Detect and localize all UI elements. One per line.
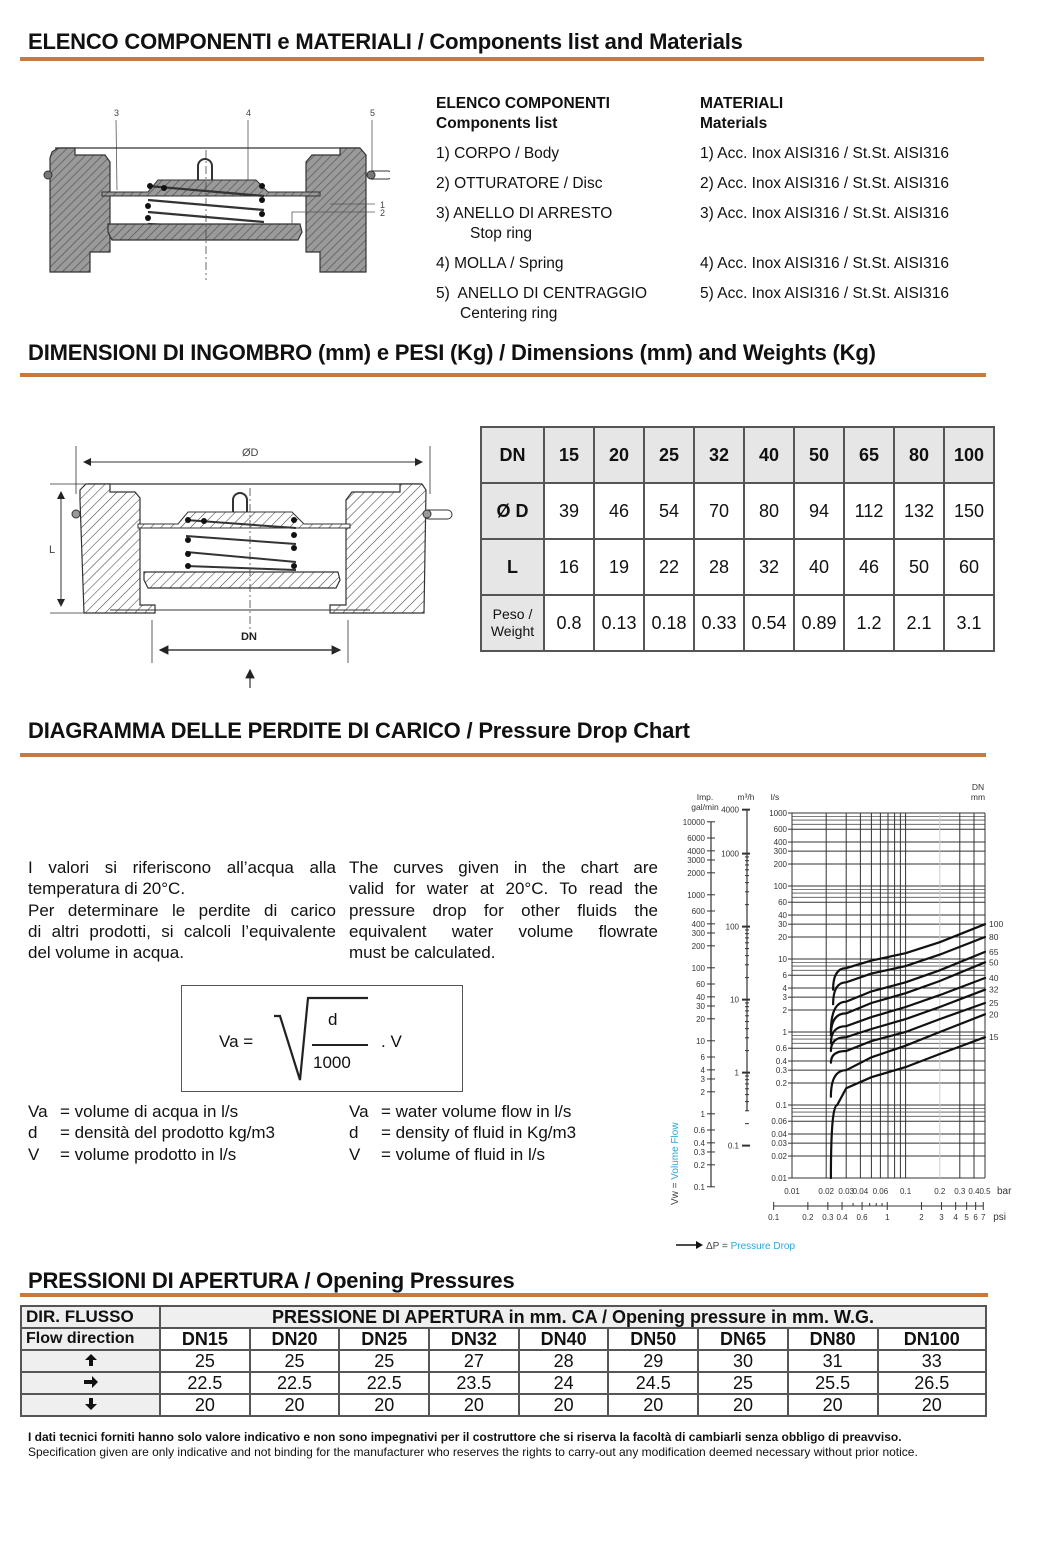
svg-text:0.2: 0.2 [775, 1079, 787, 1089]
callout-1: 1 [380, 200, 386, 210]
svg-text:0.1: 0.1 [768, 1213, 780, 1222]
component-sublabel: Stop ring [470, 225, 533, 242]
dir-header: DIR. FLUSSO [21, 1306, 160, 1328]
table-cell: 28 [694, 539, 744, 595]
svg-text:100: 100 [725, 922, 739, 932]
table-row [481, 539, 994, 595]
table-cell: 25 [698, 1372, 788, 1394]
svg-text:0.1: 0.1 [693, 1182, 705, 1192]
table-cell: 20 [429, 1394, 519, 1416]
row-header: L [481, 539, 544, 595]
table-row [21, 1372, 986, 1394]
svg-text:ΔP = Pressure Drop: ΔP = Pressure Drop [706, 1241, 796, 1252]
svg-text:0.6: 0.6 [775, 1044, 787, 1054]
table-cell: 20 [519, 1394, 609, 1416]
svg-text:0.03: 0.03 [838, 1187, 854, 1196]
svg-text:Imp.: Imp. [696, 792, 714, 802]
svg-text:0.02: 0.02 [818, 1187, 834, 1196]
label-l: L [49, 544, 56, 556]
pressure-drop-chart [660, 780, 1058, 1260]
text-line: The curves given in the chart are [349, 858, 658, 877]
valve-section-drawing [30, 100, 390, 280]
materials-header: MATERIALI [700, 95, 784, 112]
table-row [21, 1350, 986, 1372]
table-cell: 20 [250, 1394, 340, 1416]
table-cell: 0.8 [544, 595, 594, 651]
section-rule [20, 373, 986, 377]
table-cell: 25.5 [788, 1372, 878, 1394]
table-cell: 20 [878, 1394, 987, 1416]
table-cell: 46 [844, 539, 894, 595]
def-key: Va [28, 1102, 48, 1121]
svg-text:100: 100 [989, 919, 1004, 930]
component-label: 3) ANELLO DI ARRESTO [436, 205, 613, 222]
text-line: del volume in acqua. [28, 943, 184, 963]
def-value: = volume prodotto in l/s [60, 1144, 237, 1164]
svg-text:0.2: 0.2 [934, 1187, 946, 1196]
svg-text:0.1: 0.1 [775, 1101, 787, 1110]
svg-text:40: 40 [778, 911, 787, 921]
text-line: di altri prodotti, si calcoli l’equivalente [28, 921, 336, 941]
table-cell: 28 [519, 1350, 609, 1372]
svg-text:DN: DN [971, 782, 985, 792]
section-title-dimensions: DIMENSIONI DI INGOMBRO (mm) e PESI (Kg) / Dimensions (mm) and Weights (Kg) [28, 340, 876, 365]
def-value: = water volume flow in l/s [381, 1102, 572, 1121]
table-cell: 0.13 [594, 595, 644, 651]
svg-text:4: 4 [700, 1065, 705, 1075]
section-title-components: ELENCO COMPONENTI e MATERIALI / Components list and Materials [28, 29, 743, 54]
svg-text:gal/min: gal/min [691, 802, 719, 812]
svg-text:1000: 1000 [769, 809, 787, 818]
svg-text:0.4: 0.4 [693, 1138, 705, 1148]
table-cell: 16 [544, 539, 594, 595]
material-item: 5) Acc. Inox AISI316 / St.St. AISI316 [700, 285, 950, 302]
table-cell: 27 [429, 1350, 519, 1372]
table-cell: 20 [339, 1394, 429, 1416]
svg-text:4000: 4000 [721, 805, 739, 815]
svg-text:10000: 10000 [682, 817, 705, 827]
svg-text:0.6: 0.6 [693, 1125, 705, 1135]
formula-denominator: 1000 [313, 1053, 351, 1072]
table-cell: 22.5 [339, 1372, 429, 1394]
svg-text:0.1: 0.1 [900, 1187, 912, 1196]
table-cell: 32 [744, 539, 794, 595]
svg-text:l/s: l/s [770, 792, 780, 802]
table-cell: 39 [544, 483, 594, 539]
svg-text:2: 2 [919, 1213, 924, 1222]
svg-text:60: 60 [778, 898, 787, 908]
col-header: DN100 [878, 1328, 987, 1350]
section-rule [20, 753, 986, 757]
table-row [21, 1328, 986, 1350]
formula-lhs: Va = [219, 1032, 254, 1051]
text-line: equivalent water volume flowrate [349, 921, 658, 941]
svg-text:bar: bar [997, 1186, 1012, 1197]
svg-text:20: 20 [778, 933, 787, 943]
dimensions-table [480, 426, 995, 652]
table-cell: 26.5 [878, 1372, 987, 1394]
table-cell: 40 [794, 539, 844, 595]
svg-text:300: 300 [691, 928, 705, 938]
svg-text:6: 6 [700, 1052, 705, 1062]
dir-header-en: Flow direction [21, 1328, 160, 1350]
svg-text:10: 10 [696, 1036, 705, 1046]
callout-3: 3 [114, 108, 120, 118]
col-header: DN80 [788, 1328, 878, 1350]
def-value: = volume di acqua in l/s [60, 1102, 239, 1121]
svg-text:Vw = Volume Flow: Vw = Volume Flow [670, 1122, 681, 1205]
table-cell: 20 [788, 1394, 878, 1416]
svg-text:0.01: 0.01 [784, 1187, 800, 1196]
col-header: DN32 [429, 1328, 519, 1350]
table-cell: 30 [698, 1350, 788, 1372]
disclaimer-en: Specification given are only indicative and not binding for the manufacturer who reserves the rights to carry-out any modification deemed necessary without prior notice. [28, 1445, 918, 1459]
svg-text:m³/h: m³/h [737, 792, 755, 802]
svg-text:3: 3 [939, 1213, 944, 1222]
table-cell: 2.1 [894, 595, 944, 651]
svg-text:40: 40 [696, 992, 705, 1002]
svg-text:0.01: 0.01 [771, 1174, 787, 1183]
table-cell: 22.5 [250, 1372, 340, 1394]
arrow-down-icon [21, 1394, 160, 1416]
table-cell: 0.18 [644, 595, 694, 651]
table-row [481, 427, 994, 483]
component-item [436, 204, 696, 244]
definition-row [349, 1122, 576, 1143]
table-cell: 29 [608, 1350, 698, 1372]
component-item: 1) CORPO / Body [436, 145, 560, 162]
svg-text:4: 4 [782, 984, 787, 994]
svg-text:80: 80 [989, 932, 999, 943]
opening-pressure-table [20, 1305, 987, 1417]
svg-text:1: 1 [734, 1068, 739, 1078]
col-header: 15 [544, 427, 594, 483]
text-line: Per determinare le perdite di carico [28, 900, 336, 920]
dimension-drawing [40, 440, 470, 690]
svg-text:3000: 3000 [687, 855, 705, 865]
table-cell: 60 [944, 539, 994, 595]
table-row [21, 1394, 986, 1416]
svg-text:300: 300 [773, 847, 787, 857]
formula-box [181, 985, 463, 1092]
svg-text:2000: 2000 [687, 868, 705, 878]
table-cell: 25 [250, 1350, 340, 1372]
svg-text:0.3: 0.3 [693, 1147, 705, 1157]
col-header: DN65 [698, 1328, 788, 1350]
def-value: = density of fluid in Kg/m3 [381, 1123, 577, 1143]
col-header: 32 [694, 427, 744, 483]
svg-text:6: 6 [782, 971, 787, 981]
text-line: must be calculated. [349, 943, 496, 963]
col-header: DN40 [519, 1328, 609, 1350]
group-header: PRESSIONE DI APERTURA in mm. CA / Opening pressure in mm. W.G. [160, 1306, 986, 1328]
svg-text:600: 600 [691, 906, 705, 916]
svg-text:100: 100 [691, 963, 705, 973]
svg-text:0.06: 0.06 [872, 1187, 889, 1196]
svg-text:25: 25 [989, 997, 999, 1008]
material-item: 4) Acc. Inox AISI316 / St.St. AISI316 [700, 255, 950, 272]
material-item: 3) Acc. Inox AISI316 / St.St. AISI316 [700, 205, 950, 222]
formula-tail: . V [381, 1032, 402, 1051]
section-title-pressure-drop: DIAGRAMMA DELLE PERDITE DI CARICO / Pressure Drop Chart [28, 718, 690, 743]
svg-text:2: 2 [700, 1087, 705, 1097]
table-cell: 132 [894, 483, 944, 539]
svg-text:1000: 1000 [721, 849, 739, 859]
table-cell: 112 [844, 483, 894, 539]
def-value: = volume of fluid in l/s [381, 1144, 545, 1164]
def-value: = densità del prodotto kg/m3 [60, 1123, 275, 1143]
svg-text:3: 3 [700, 1074, 705, 1084]
svg-text:1: 1 [700, 1109, 705, 1119]
table-cell: 20 [608, 1394, 698, 1416]
paragraph-en [349, 857, 658, 963]
svg-text:200: 200 [773, 860, 787, 870]
table-cell: 25 [160, 1350, 250, 1372]
table-cell: 22 [644, 539, 694, 595]
component-sublabel: Centering ring [460, 305, 558, 322]
svg-text:7: 7 [981, 1213, 986, 1222]
svg-text:0.5: 0.5 [979, 1187, 991, 1196]
svg-text:40: 40 [989, 972, 999, 983]
svg-text:psi: psi [993, 1212, 1007, 1223]
table-cell: 31 [788, 1350, 878, 1372]
col-header: 20 [594, 427, 644, 483]
svg-text:50: 50 [989, 957, 999, 968]
svg-text:1: 1 [782, 1028, 787, 1037]
definition-row [349, 1101, 576, 1122]
table-cell: 20 [698, 1394, 788, 1416]
svg-text:0.3: 0.3 [775, 1066, 787, 1076]
definitions-it [28, 1101, 275, 1165]
def-key: d [28, 1123, 38, 1143]
callout-5: 5 [370, 108, 376, 118]
col-header: DN25 [339, 1328, 429, 1350]
svg-text:0.06: 0.06 [771, 1117, 787, 1127]
col-header: 100 [944, 427, 994, 483]
weight-label-en: Weight [490, 623, 535, 639]
table-cell: 24.5 [608, 1372, 698, 1394]
components-header: ELENCO COMPONENTI [436, 95, 610, 112]
table-cell: 22.5 [160, 1372, 250, 1394]
text-line: pressure drop for other fluids the [349, 900, 658, 920]
svg-text:200: 200 [691, 941, 705, 951]
svg-text:0.03: 0.03 [771, 1139, 787, 1149]
svg-text:0.2: 0.2 [802, 1213, 814, 1222]
svg-text:20: 20 [696, 1014, 705, 1024]
row-header [481, 595, 544, 651]
arrow-up-icon [21, 1350, 160, 1372]
component-item [436, 284, 696, 324]
svg-text:15: 15 [989, 1032, 999, 1043]
formula-numerator: d [328, 1010, 338, 1029]
svg-text:400: 400 [691, 919, 705, 929]
svg-text:30: 30 [696, 1001, 705, 1011]
svg-text:0.4: 0.4 [836, 1213, 848, 1222]
table-cell: 54 [644, 483, 694, 539]
table-row [21, 1306, 986, 1328]
materials-header-en: Materials [700, 115, 768, 132]
svg-text:100: 100 [773, 882, 787, 891]
svg-text:3: 3 [782, 993, 787, 1003]
table-cell: 50 [894, 539, 944, 595]
callout-4: 4 [246, 108, 252, 118]
col-header: DN50 [608, 1328, 698, 1350]
table-cell: 25 [339, 1350, 429, 1372]
component-item: 4) MOLLA / Spring [436, 255, 564, 272]
table-cell: 0.33 [694, 595, 744, 651]
svg-text:32: 32 [989, 984, 999, 995]
col-header: 80 [894, 427, 944, 483]
disclaimer [28, 1430, 990, 1460]
svg-text:6: 6 [973, 1213, 978, 1222]
def-key: V [349, 1144, 361, 1164]
col-header: 25 [644, 427, 694, 483]
svg-text:400: 400 [773, 838, 787, 848]
svg-text:10: 10 [730, 995, 739, 1005]
svg-text:0.04: 0.04 [771, 1130, 787, 1140]
table-cell: 33 [878, 1350, 987, 1372]
table-cell: 94 [794, 483, 844, 539]
definitions-en [349, 1101, 576, 1165]
svg-text:0.3: 0.3 [954, 1187, 966, 1196]
component-item: 2) OTTURATORE / Disc [436, 175, 603, 192]
svg-text:0.4: 0.4 [968, 1187, 980, 1196]
col-header: 65 [844, 427, 894, 483]
svg-text:0.2: 0.2 [693, 1160, 705, 1170]
table-cell: 80 [744, 483, 794, 539]
svg-text:2: 2 [782, 1006, 787, 1016]
callout-2: 2 [380, 208, 386, 218]
definition-row [28, 1101, 275, 1122]
text-line: temperatura di 20°C. [28, 879, 186, 899]
row-header: DN [481, 427, 544, 483]
text-line: I valori si riferiscono all’acqua alla [28, 858, 336, 877]
svg-text:30: 30 [778, 920, 787, 930]
label-od: ØD [242, 447, 259, 459]
svg-text:10: 10 [778, 955, 787, 964]
col-header: DN15 [160, 1328, 250, 1350]
table-cell: 0.89 [794, 595, 844, 651]
svg-text:5: 5 [964, 1213, 969, 1222]
table-row [481, 483, 994, 539]
table-cell: 0.54 [744, 595, 794, 651]
svg-text:1: 1 [885, 1213, 890, 1222]
paragraph-it [28, 857, 336, 963]
svg-text:1000: 1000 [687, 890, 705, 900]
svg-text:0.02: 0.02 [771, 1152, 787, 1162]
def-key: V [28, 1144, 40, 1164]
svg-text:0.6: 0.6 [856, 1213, 868, 1222]
svg-text:600: 600 [773, 825, 787, 835]
table-cell: 3.1 [944, 595, 994, 651]
col-header: DN20 [250, 1328, 340, 1350]
table-cell: 150 [944, 483, 994, 539]
svg-text:0.4: 0.4 [775, 1057, 787, 1067]
col-header: 40 [744, 427, 794, 483]
table-cell: 19 [594, 539, 644, 595]
component-label: 5) ANELLO DI CENTRAGGIO [436, 285, 648, 302]
table-cell: 1.2 [844, 595, 894, 651]
def-key: d [349, 1123, 359, 1143]
svg-text:20: 20 [989, 1009, 999, 1020]
section-rule [20, 1293, 988, 1297]
definition-row [28, 1122, 275, 1143]
row-header: Ø D [481, 483, 544, 539]
text-line: valid for water at 20°C. To read the [349, 879, 658, 899]
disclaimer-it: I dati tecnici forniti hanno solo valore indicativo e non sono impegnativi per il costruttore che si riserva la facoltà di cambiarli senza obbligo di preavviso. [28, 1430, 902, 1444]
materials-list [700, 94, 1020, 314]
svg-text:0.1: 0.1 [727, 1141, 739, 1151]
table-cell: 24 [519, 1372, 609, 1394]
def-key: Va [349, 1102, 369, 1121]
material-item: 1) Acc. Inox AISI316 / St.St. AISI316 [700, 145, 950, 162]
svg-text:0.3: 0.3 [822, 1213, 834, 1222]
arrow-right-icon [21, 1372, 160, 1394]
definition-row [349, 1144, 576, 1165]
svg-text:4000: 4000 [687, 846, 705, 856]
label-dn: DN [241, 631, 257, 643]
table-cell: 46 [594, 483, 644, 539]
svg-text:0.04: 0.04 [852, 1187, 869, 1196]
table-cell: 20 [160, 1394, 250, 1416]
table-row [481, 595, 994, 651]
table-cell: 70 [694, 483, 744, 539]
definition-row [28, 1144, 275, 1165]
svg-text:mm: mm [970, 792, 986, 802]
svg-text:6000: 6000 [687, 833, 705, 843]
svg-text:60: 60 [696, 979, 705, 989]
material-item: 2) Acc. Inox AISI316 / St.St. AISI316 [700, 175, 950, 192]
components-list [436, 94, 696, 334]
svg-text:4: 4 [953, 1213, 958, 1222]
section-rule [20, 57, 984, 61]
svg-text:65: 65 [989, 946, 999, 957]
weight-label-it: Peso / [492, 606, 533, 622]
col-header: 50 [794, 427, 844, 483]
table-cell: 23.5 [429, 1372, 519, 1394]
section-title-opening: PRESSIONI DI APERTURA / Opening Pressures [28, 1268, 515, 1293]
components-header-en: Components list [436, 115, 558, 132]
